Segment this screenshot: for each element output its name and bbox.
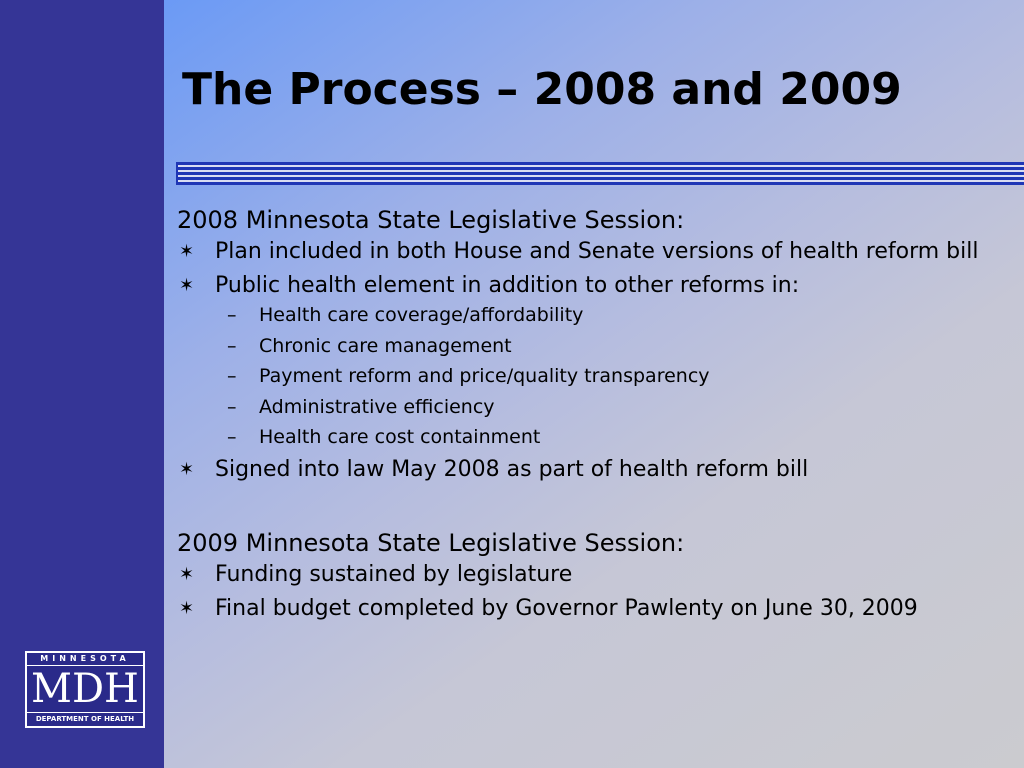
dash-bullet-icon: – bbox=[227, 304, 237, 326]
sub-list-reforms bbox=[215, 303, 997, 449]
logo-mdh-text: MDH bbox=[31, 666, 139, 712]
star-bullet-icon: ✶ bbox=[179, 275, 195, 296]
list-item bbox=[177, 272, 997, 449]
sub-item-text: Payment reform and price/quality transparency bbox=[259, 365, 710, 387]
bullet-text: Funding sustained by legislature bbox=[215, 562, 573, 587]
sub-item-text: Health care cost containment bbox=[259, 426, 541, 448]
sub-item-text: Administrative efficiency bbox=[259, 395, 495, 418]
list-item bbox=[177, 595, 997, 622]
sub-list-item bbox=[215, 395, 997, 419]
sub-list-item bbox=[215, 425, 997, 449]
dash-bullet-icon: – bbox=[227, 365, 237, 387]
section-spacer bbox=[177, 490, 997, 528]
list-item bbox=[177, 561, 997, 588]
sub-list-item bbox=[215, 334, 997, 358]
slide-title: The Process – 2008 and 2009 bbox=[182, 64, 902, 115]
star-bullet-icon: ✶ bbox=[179, 241, 195, 262]
logo-state-text: MINNESOTA bbox=[27, 653, 143, 666]
bullet-text: Plan included in both House and Senate versions of health reform bill bbox=[215, 239, 979, 264]
bullet-text: Public health element in addition to other reforms in: bbox=[215, 273, 800, 298]
sub-list-item bbox=[215, 303, 997, 327]
sub-list-item bbox=[215, 364, 997, 388]
logo-department-text: DEPARTMENT OF HEALTH bbox=[27, 712, 143, 726]
section-heading-2008: 2008 Minnesota State Legislative Session: bbox=[177, 206, 685, 234]
bullet-text: Signed into law May 2008 as part of health reform bill bbox=[215, 457, 809, 482]
list-item bbox=[177, 238, 997, 265]
title-divider bbox=[176, 162, 1024, 185]
slide-body bbox=[177, 205, 997, 629]
list-item bbox=[177, 456, 997, 483]
section-heading-2009: 2009 Minnesota State Legislative Session: bbox=[177, 529, 685, 557]
star-bullet-icon: ✶ bbox=[179, 459, 195, 480]
star-bullet-icon: ✶ bbox=[179, 598, 195, 619]
mdh-logo bbox=[25, 651, 145, 728]
dash-bullet-icon: – bbox=[227, 426, 237, 448]
dash-bullet-icon: – bbox=[227, 334, 237, 357]
bullet-text: Final budget completed by Governor Pawlenty on June 30, 2009 bbox=[215, 596, 918, 621]
sub-item-text: Health care coverage/affordability bbox=[259, 304, 584, 326]
star-bullet-icon: ✶ bbox=[179, 564, 195, 585]
dash-bullet-icon: – bbox=[227, 395, 237, 418]
bullet-list-2009 bbox=[177, 561, 997, 622]
bullet-list-2008 bbox=[177, 238, 997, 483]
sub-item-text: Chronic care management bbox=[259, 334, 512, 357]
